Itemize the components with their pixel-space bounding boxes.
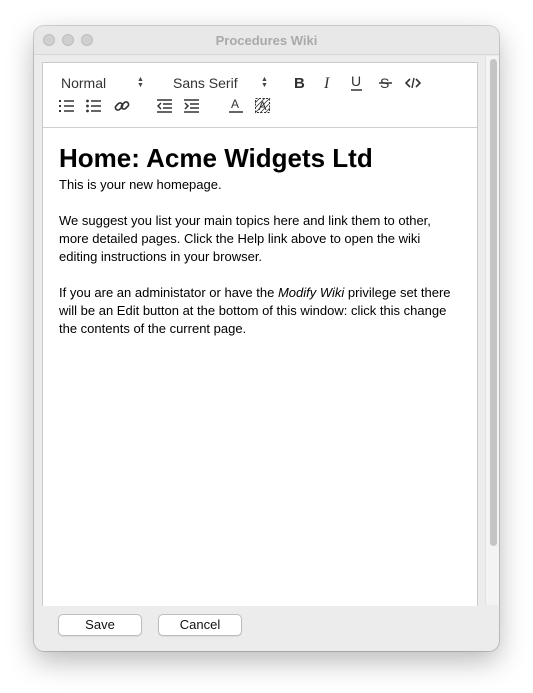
outdent-icon[interactable] — [157, 99, 173, 113]
paragraph-admin-line: the contents of the current page. — [59, 321, 247, 336]
format-select-value: Normal — [61, 75, 107, 91]
save-button[interactable]: Save — [58, 614, 142, 636]
svg-text:U: U — [351, 74, 362, 89]
vertical-scrollbar[interactable] — [485, 56, 499, 605]
window-title: Procedures Wiki — [215, 33, 318, 48]
editor-toolbar — [43, 63, 477, 128]
strikethrough-icon[interactable] — [378, 75, 394, 91]
title-bar — [34, 26, 499, 55]
admin-text: If you are an administator or have the — [59, 285, 278, 300]
font-select[interactable] — [173, 75, 269, 91]
cancel-button[interactable]: Cancel — [158, 614, 242, 636]
svg-text:A: A — [258, 99, 267, 113]
rich-text-editor[interactable] — [42, 62, 478, 606]
format-select[interactable] — [61, 75, 145, 91]
link-icon[interactable] — [114, 98, 130, 114]
paragraph-admin-line: will be an Edit button at the bottom of this window: click this change — [59, 303, 447, 318]
bold-icon[interactable] — [293, 75, 307, 91]
svg-text:B: B — [294, 75, 305, 91]
select-arrows-icon: ▲▼ — [261, 76, 268, 89]
wiki-window — [34, 26, 499, 651]
paragraph-suggest-line: more detailed pages. Click the Help link above to open the wiki — [59, 231, 421, 246]
paragraph-intro: This is your new homepage. — [59, 177, 222, 192]
bullet-list-icon[interactable] — [86, 99, 102, 113]
text-color-icon[interactable] — [228, 97, 244, 115]
background-color-icon[interactable] — [255, 98, 271, 114]
paragraph-admin-line — [59, 284, 451, 302]
code-icon[interactable] — [405, 76, 421, 90]
svg-text:S: S — [380, 75, 390, 91]
svg-text:A: A — [231, 97, 240, 111]
modify-wiki-privilege: Modify Wiki — [277, 285, 345, 300]
page-heading: Home: Acme Widgets Ltd — [59, 143, 373, 173]
underline-icon[interactable] — [349, 74, 365, 92]
select-arrows-icon: ▲▼ — [137, 76, 144, 89]
indent-icon[interactable] — [184, 99, 200, 113]
scrollbar-thumb[interactable] — [490, 59, 497, 546]
paragraph-suggest-line: editing instructions in your browser. — [59, 249, 263, 264]
admin-text: privilege set there — [344, 285, 451, 300]
ordered-list-icon[interactable] — [59, 99, 75, 113]
font-select-value: Sans Serif — [173, 75, 238, 91]
svg-text:I: I — [324, 75, 330, 91]
paragraph-suggest-line: We suggest you list your main topics here and link them to other, — [59, 213, 431, 228]
italic-icon[interactable] — [322, 75, 336, 91]
